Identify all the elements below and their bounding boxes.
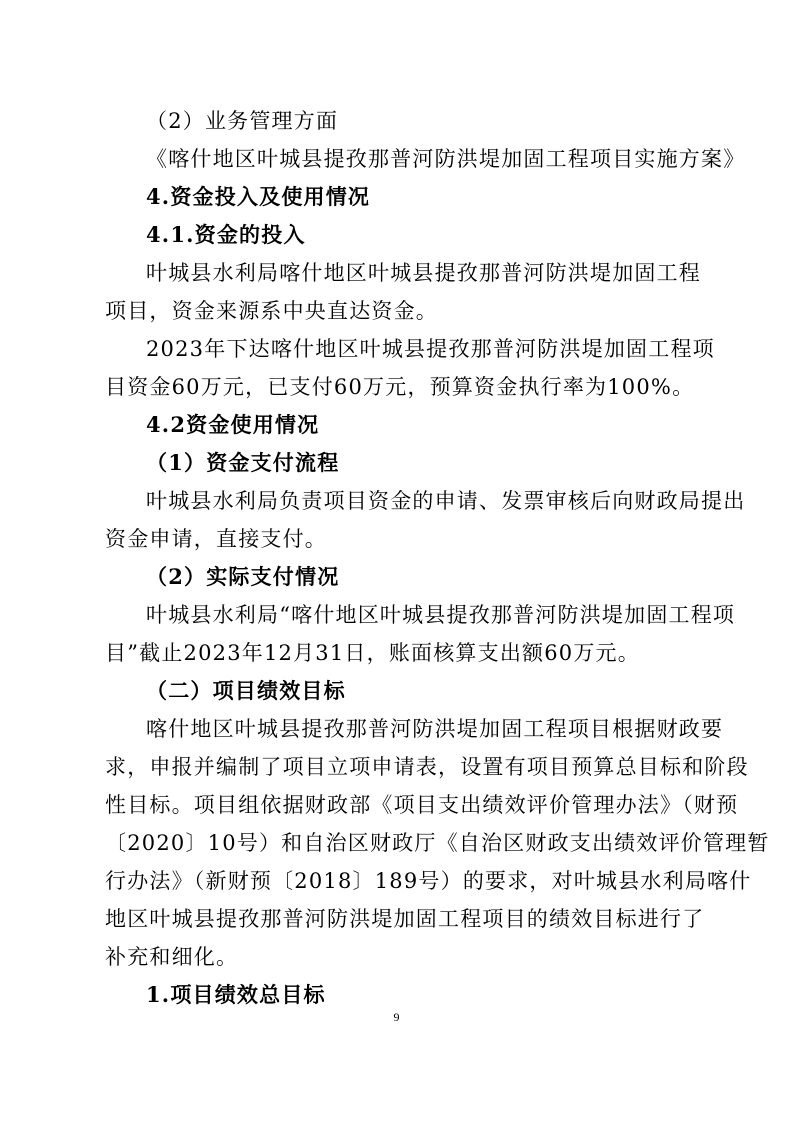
paragraph-line: 目资金60万元，已支付60万元，预算资金执行率为100%。 [105, 375, 695, 399]
subsection-heading: （2）业务管理方面 [146, 109, 339, 133]
paragraph-line: 性目标。项目组依据财政部《项目支出绩效评价管理办法》（财预 [105, 793, 739, 817]
paragraph-line: 《喀什地区叶城县提孜那普河防洪堤加固工程项目实施方案》 [146, 147, 746, 171]
paragraph-line: 求，申报并编制了项目立项申请表，设置有项目预算总目标和阶段 [105, 755, 749, 779]
section-heading: 4.2资金使用情况 [146, 412, 320, 437]
paragraph-line: 喀什地区叶城县提孜那普河防洪堤加固工程项目根据财政要 [146, 717, 724, 741]
paragraph-line: 叶城县水利局“喀什地区叶城县提孜那普河防洪堤加固工程项 [146, 603, 736, 627]
section-heading: 1.项目绩效总目标 [146, 982, 326, 1007]
subsection-heading: （1）资金支付流程 [146, 450, 340, 475]
paragraph-line: 目”截止2023年12月31日，账面核算支出额60万元。 [105, 641, 640, 665]
paragraph-line: 叶城县水利局喀什地区叶城县提孜那普河防洪堤加固工程 [146, 261, 701, 285]
paragraph-line: 2023年下达喀什地区叶城县提孜那普河防洪堤加固工程项 [146, 337, 715, 361]
paragraph-line: 补充和细化。 [105, 945, 239, 969]
section-heading: 4.资金投入及使用情况 [146, 184, 371, 209]
section-heading: （二）项目绩效目标 [146, 678, 346, 703]
subsection-heading: （2）实际支付情况 [146, 564, 340, 589]
section-heading: 4.1.资金的投入 [146, 222, 306, 247]
paragraph-line: 〔2020〕10号）和自治区财政厅《自治区财政支出绩效评价管理暂 [105, 831, 770, 855]
paragraph-line: 叶城县水利局负责项目资金的申请、发票审核后向财政局提出 [146, 489, 746, 513]
paragraph-line: 资金申请，直接支付。 [105, 527, 327, 551]
paragraph-line: 项目，资金来源系中央直达资金。 [105, 299, 438, 323]
page-number: 9 [393, 1010, 400, 1024]
paragraph-line: 地区叶城县提孜那普河防洪堤加固工程项目的绩效目标进行了 [105, 907, 705, 931]
paragraph-line: 行办法》（新财预〔2018〕189号）的要求，对叶城县水利局喀什 [105, 869, 752, 893]
